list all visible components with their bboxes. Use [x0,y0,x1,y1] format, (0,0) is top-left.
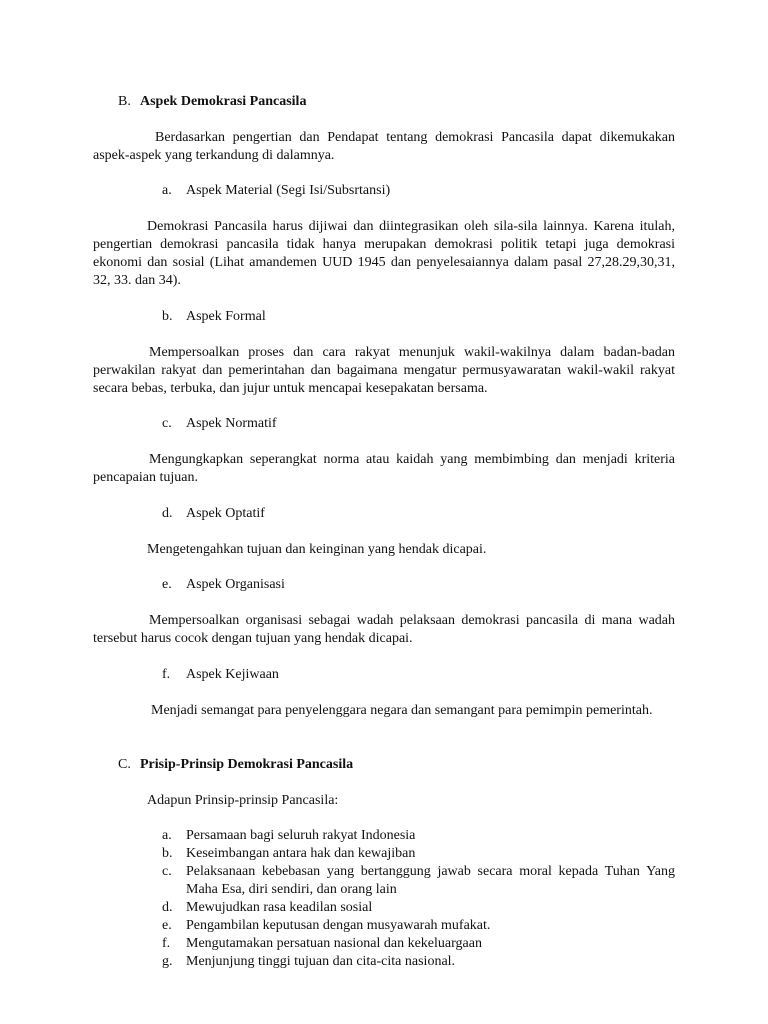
aspect-e-letter: e. [162,577,172,592]
list-item-text: Keseimbangan antara hak dan kewajiban [186,846,416,861]
aspect-f-letter: f. [162,667,171,682]
aspect-d-title: Aspek Optatif [186,506,265,521]
list-item [162,827,675,845]
section-c-title: Prisip-Prinsip Demokrasi Pancasila [140,757,354,772]
list-item-letter: b. [162,846,173,861]
list-item-text: Mewujudkan rasa keadilan sosial [186,900,373,915]
aspect-c-heading [162,415,277,433]
section-b-letter: B. [118,94,131,109]
list-item-letter: c. [162,864,172,879]
aspect-e-text: Mempersoalkan organisasi sebagai wadah pelaksaan demokrasi pancasila di mana wadah tersebut harus cocok dengan tujuan yang hendak dicapai. [93,613,675,646]
aspect-d-text: Mengetengahkan tujuan dan keinginan yang hendak dicapai. [147,542,487,557]
aspect-a-title: Aspek Material (Segi Isi/Subsrtansi) [186,183,391,198]
list-item-letter: g. [162,954,173,969]
aspect-c-title: Aspek Normatif [186,416,277,431]
list-item-letter: d. [162,900,173,915]
section-c-intro: Adapun Prinsip-prinsip Pancasila: [147,793,339,808]
aspect-d-letter: d. [162,506,173,521]
aspect-a-letter: a. [162,183,172,198]
section-b-heading [118,93,306,111]
list-item [162,935,675,953]
list-item [162,899,675,917]
section-c-heading [118,756,353,774]
list-item-text: Menjunjung tinggi tujuan dan cita-cita nasional. [186,954,456,969]
list-item-text: Mengutamakan persatuan nasional dan kekeluargaan [186,936,482,951]
list-item-text: Persamaan bagi seluruh rakyat Indonesia [186,828,416,843]
aspect-b-heading [162,308,266,326]
aspect-b-letter: b. [162,309,173,324]
section-b-title: Aspek Demokrasi Pancasila [140,94,307,109]
section-b-intro: Berdasarkan pengertian dan Pendapat tentang demokrasi Pancasila dapat dikemukakan aspek-aspek yang terkandung di dalamnya. [93,130,675,163]
list-item-letter: f. [162,936,171,951]
list-item-text: Pelaksanaan kebebasan yang bertanggung jawab secara moral kepada Tuhan Yang Maha Esa, diri sendiri, dan orang lain [186,864,675,897]
aspect-a-heading [162,182,390,200]
list-item-text: Pengambilan keputusan dengan musyawarah mufakat. [186,918,491,933]
aspect-f-text: Menjadi semangat para penyelenggara negara dan semangant para pemimpin pemerintah. [151,703,653,718]
list-item [162,863,675,899]
aspect-c-text: Mengungkapkan seperangkat norma atau kaidah yang membimbing dan menjadi kriteria pencapaian tujuan. [93,452,675,485]
aspect-c-letter: c. [162,416,172,431]
aspect-a-text: Demokrasi Pancasila harus dijiwai dan diintegrasikan oleh sila-sila lainnya. Karena itulah, pengertian demokrasi pancasila tidak hanya merupakan demokrasi politik tetapi juga demokrasi ekonomi dan sosial (Lihat amandemen UUD 1945 dan penyelesaiannya dalam pasal 27,28.29,30,31, 32, 33. dan 34). [93,219,675,288]
list-item [162,953,675,971]
list-item [162,845,675,863]
section-c-letter: C. [118,757,131,772]
aspect-f-heading [162,666,279,684]
aspect-e-title: Aspek Organisasi [186,577,285,592]
aspect-f-title: Aspek Kejiwaan [186,667,279,682]
aspect-e-heading [162,576,285,594]
list-item [162,917,675,935]
aspect-b-text: Mempersoalkan proses dan cara rakyat menunjuk wakil-wakilnya dalam badan-badan perwakilan rakyat dan pemerintahan dan bagaimana mengatur permusyawaratan wakil-wakil rakyat secara bebas, terbuka, dan jujur untuk mencapai kesepakatan bersama. [93,345,675,396]
list-item-letter: e. [162,918,172,933]
aspect-d-heading [162,505,265,523]
aspect-b-title: Aspek Formal [186,309,266,324]
principles-list [162,827,675,971]
list-item-letter: a. [162,828,172,843]
